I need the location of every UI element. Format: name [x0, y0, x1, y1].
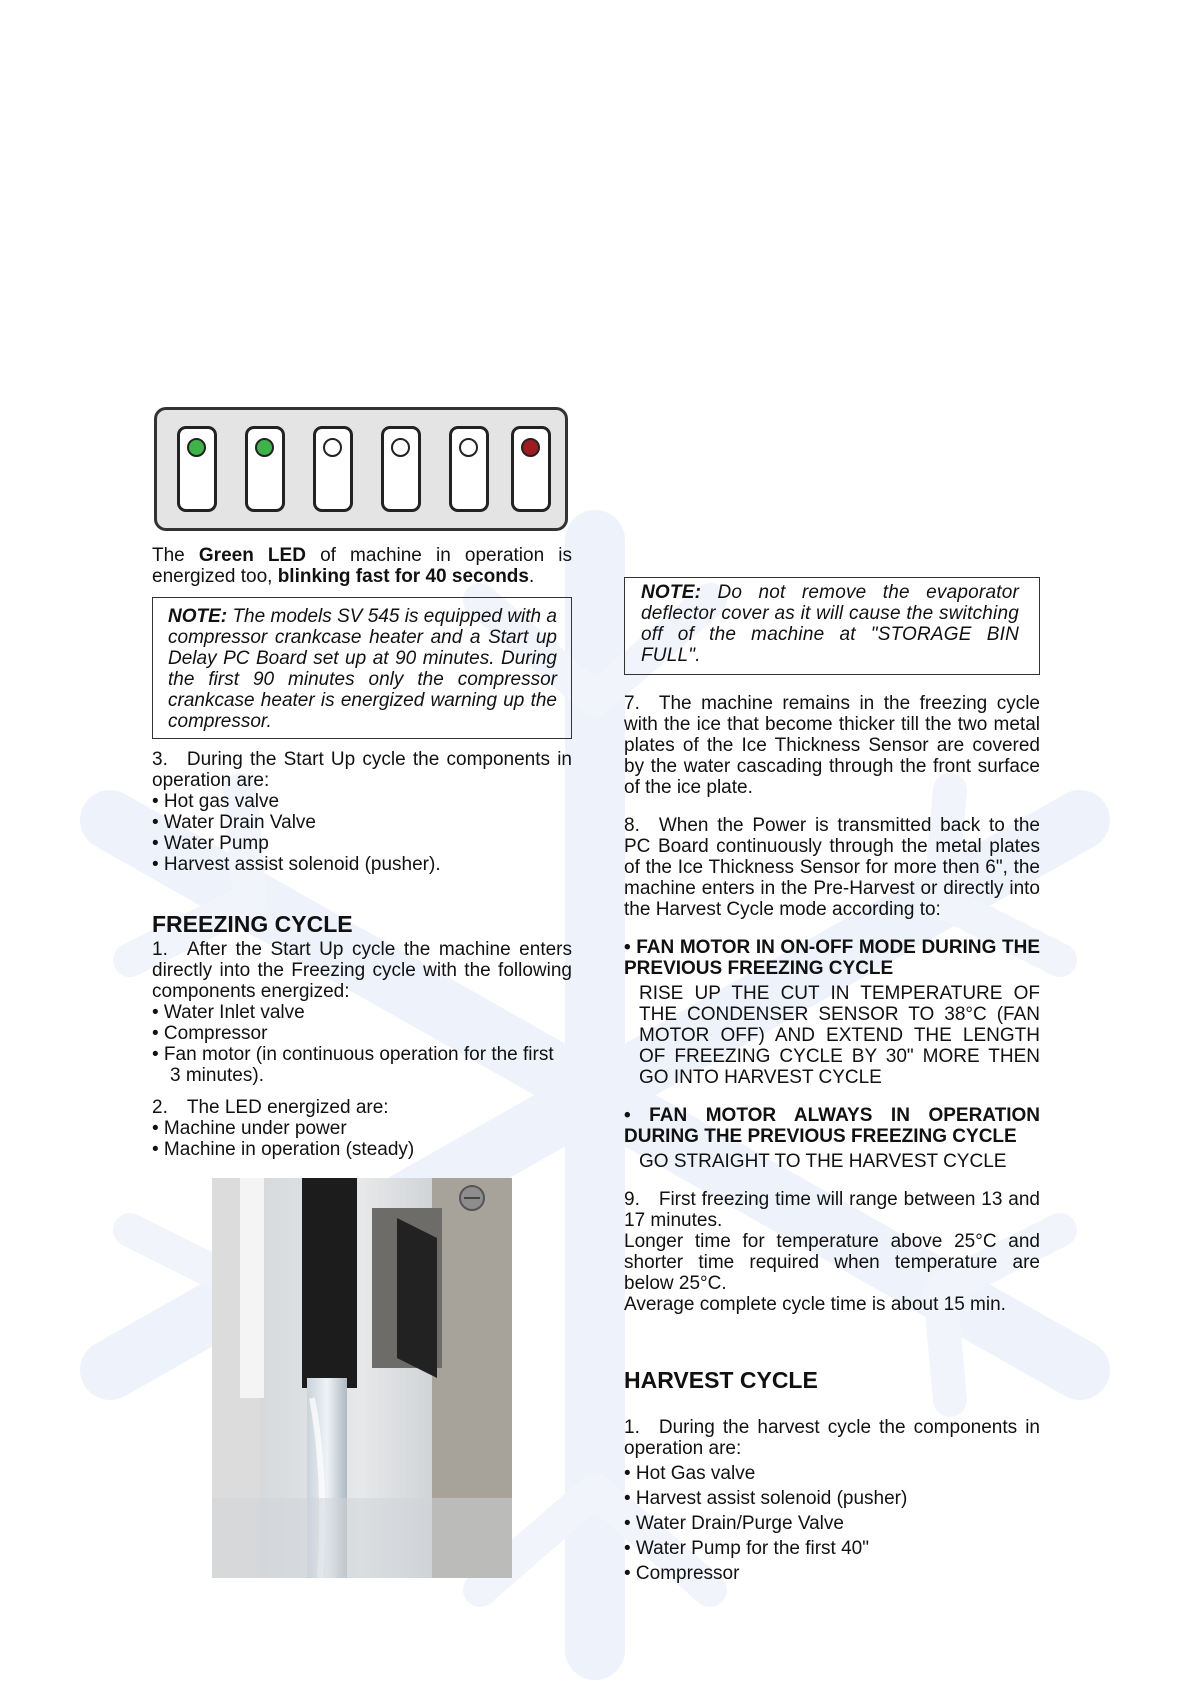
- list-item: 3 minutes).: [170, 1065, 264, 1086]
- green-led-end: .: [528, 566, 535, 587]
- freezing-step-2: 2. The LED energized are:: [152, 1097, 389, 1118]
- led-panel: [154, 407, 568, 531]
- led-slot-1: [177, 426, 217, 512]
- list-item: • Compressor: [624, 1563, 740, 1584]
- fan-always-heading: • FAN MOTOR ALWAYS IN OPERATION DURING THE PREVIOUS FREEZING CYCLE: [624, 1105, 1040, 1147]
- note-2-text: Do not remove the evaporator deflector cover as it will cause the switching off of the machine at "STORAGE BIN FULL".: [641, 582, 1019, 666]
- note-2-label: NOTE:: [641, 582, 702, 603]
- led-slot-2: [245, 426, 285, 512]
- led-1-icon: [187, 438, 206, 457]
- list-item: • Machine in operation (steady): [152, 1139, 415, 1160]
- text-the: The: [152, 545, 185, 566]
- fan-on-off-heading: • FAN MOTOR IN ON-OFF MODE DURING THE PREVIOUS FREEZING CYCLE: [624, 937, 1040, 979]
- ice-sensor-photo: [212, 1178, 512, 1578]
- note-box-2: [624, 577, 1040, 675]
- led-4-icon: [391, 438, 410, 457]
- led-6-icon: [521, 438, 540, 457]
- list-item: • Hot Gas valve: [624, 1463, 756, 1484]
- list-item: • Harvest assist solenoid (pusher).: [152, 854, 441, 875]
- freezing-step-7: 7. The machine remains in the freezing cycle with the ice that become thicker till the two metal plates of the Ice Thickness Sensor are covered by the water cascading through the front surface of the ice plate.: [624, 693, 1040, 798]
- right-column: [624, 577, 1040, 1584]
- list-item: • Harvest assist solenoid (pusher): [624, 1488, 908, 1509]
- led-3-icon: [323, 438, 342, 457]
- list-item: • Fan motor (in continuous operation for the first: [152, 1044, 554, 1065]
- list-item: • Water Pump: [152, 833, 269, 854]
- fan-always-text: GO STRAIGHT TO THE HARVEST CYCLE: [639, 1151, 1007, 1172]
- led-slot-4: [381, 426, 421, 512]
- blinking-bold: blinking fast for 40 seconds: [277, 566, 529, 587]
- freezing-step-9: 9. First freezing time will range between 13 and 17 minutes.: [624, 1189, 1040, 1231]
- note-1-text: The models SV 545 is equipped with a compressor crankcase heater and a Start up Delay PC Board set up at 90 minutes. During the first 90 minutes only the compressor crankcase heater is energized warning up the compressor.: [168, 606, 557, 732]
- freezing-step-9-c: Average complete cycle time is about 15 min.: [624, 1294, 1006, 1315]
- list-item: • Compressor: [152, 1023, 268, 1044]
- list-item: • Water Pump for the first 40": [624, 1538, 869, 1559]
- green-led-text: of machine in operation is energized too,: [152, 545, 573, 587]
- freezing-step-8: 8. When the Power is transmitted back to the PC Board continuously through the metal plates of the Ice Thickness Sensor for more then 6", the machine enters in the Pre-Harvest or directly into the Harvest Cycle mode according to:: [624, 815, 1040, 920]
- note-1-label: NOTE:: [168, 606, 228, 627]
- led-slot-5: [449, 426, 489, 512]
- green-led-bold: Green LED: [198, 545, 306, 566]
- harvest-cycle-heading: HARVEST CYCLE: [624, 1367, 818, 1393]
- list-item: • Machine under power: [152, 1118, 347, 1139]
- list-item: • Hot gas valve: [152, 791, 280, 812]
- note-box-1: [152, 597, 572, 739]
- green-led-paragraph: [152, 545, 572, 587]
- led-5-icon: [459, 438, 478, 457]
- freezing-step-1: 1. After the Start Up cycle the machine enters directly into the Freezing cycle with the following components energized:: [152, 939, 572, 1002]
- harvest-step-1: 1. During the harvest cycle the components in operation are:: [624, 1417, 1040, 1459]
- led-slot-3: [313, 426, 353, 512]
- freezing-step-9-b: Longer time for temperature above 25°C and shorter time required when temperature are below 25°C.: [624, 1231, 1040, 1294]
- list-item: • Water Drain/Purge Valve: [624, 1513, 844, 1534]
- list-item: • Water Inlet valve: [152, 1002, 305, 1023]
- led-2-icon: [255, 438, 274, 457]
- start-up-step-3: 3. During the Start Up cycle the components in operation are:: [152, 749, 572, 791]
- freezing-cycle-heading: FREEZING CYCLE: [152, 911, 353, 937]
- left-column: [152, 545, 572, 1160]
- list-item: • Water Drain Valve: [152, 812, 316, 833]
- fan-on-off-text: RISE UP THE CUT IN TEMPERATURE OF THE CONDENSER SENSOR TO 38°C (FAN MOTOR OFF) AND EXTEND THE LENGTH OF FREEZING CYCLE BY 30" MORE THEN GO INTO HARVEST CYCLE: [639, 983, 1040, 1088]
- led-slot-6: [511, 426, 551, 512]
